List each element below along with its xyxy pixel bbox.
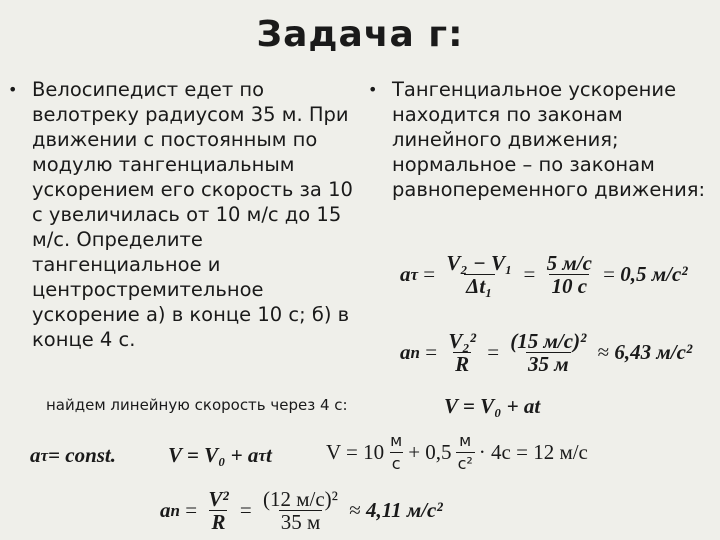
formula-text: t	[265, 443, 272, 467]
fraction-denominator: Δt₁	[466, 274, 493, 298]
formula-const-acceleration	[30, 443, 116, 468]
fraction	[388, 430, 404, 475]
formula-velocity-tau	[168, 443, 272, 468]
formula-text: V = V₀ + at	[444, 394, 541, 418]
fraction	[456, 430, 475, 475]
fraction-numerator: V²	[208, 487, 229, 511]
fraction-numerator: V₂ − V₁	[446, 251, 513, 275]
formula-normal-acceleration: a n = $\frac{\text{V₂²}}{R}$ = $\frac{\text{(15 м/с)²}}{35 м}$ ≈ 6,43 м/с²	[400, 329, 693, 376]
formula-symbol: a	[30, 443, 41, 467]
formula-velocity-law	[444, 394, 540, 419]
fraction	[545, 252, 594, 297]
formula-subscript: n	[410, 342, 420, 362]
formula-text: V = V₀ + a	[168, 443, 259, 467]
formula-subscript: τ	[40, 445, 49, 465]
bullet-icon: •	[8, 80, 18, 99]
fraction-denominator: с	[391, 454, 401, 473]
fraction-numerator: (12 м/с)²	[262, 487, 338, 511]
formula-symbol: a	[400, 340, 411, 364]
formula-text: · 4с = 12 м/с	[478, 440, 588, 464]
fraction-numerator: м	[459, 431, 472, 450]
formula-text: + 0,5	[408, 440, 452, 464]
task-text-block	[8, 77, 358, 352]
fraction-denominator: 10 с	[551, 274, 588, 298]
formula-symbol: a	[160, 498, 171, 522]
fraction	[444, 252, 514, 297]
solution-statement: Тангенциальное ускорение находится по законам линейного движения; нормальное – по законам равнопеременного движения:	[392, 78, 706, 201]
fraction	[446, 330, 478, 375]
fraction	[261, 488, 340, 533]
solution-text-block	[368, 77, 713, 202]
fraction-denominator: с²	[457, 454, 473, 473]
bullet-icon: •	[368, 80, 378, 99]
fraction-denominator: 35 м	[280, 510, 321, 534]
formula-normal-acceleration-4s: a n = $\frac{\text{V²}}{R}$ = $\frac{\text{(12 м/с)²}}{35 м}$ ≈ 4,11 м/с²	[160, 487, 443, 534]
formula-symbol: a	[400, 262, 411, 286]
linear-speed-note	[46, 396, 348, 414]
formula-result: 0,5 м/с²	[620, 262, 688, 286]
formula-result: 6,43 м/с²	[614, 340, 693, 364]
formula-text: V = 10	[326, 440, 385, 464]
formula-velocity-calc	[326, 430, 588, 475]
formula-tangential-acceleration: a τ = $\frac{\text{V₂ − V₁}}{\text{Δt₁}}$ = $\frac{5 м/с}{10 с}$ = 0,5 м/с²	[400, 251, 688, 298]
formula-result: 4,11 м/с²	[365, 498, 443, 522]
fraction-numerator: 5 м/с	[546, 251, 592, 275]
task-statement: Велосипедист едет по велотреку радиусом 35 м. При движении с постоянным по модулю тангенциальным ускорением его скорость за 10 с увеличилась от 10 м/с до 15 м/с. Определите тангенциальное и центростремительное ускорение а) в конце 10 с; б) в конце 4 с.	[32, 78, 353, 351]
note-text: найдем линейную скорость через 4 с:	[46, 396, 348, 414]
slide-title: Задача г:	[256, 14, 464, 55]
formula-subscript: τ	[410, 264, 419, 284]
fraction-numerator: м	[390, 431, 403, 450]
fraction-numerator: (15 м/с)²	[510, 329, 587, 353]
formula-text: = const.	[48, 443, 117, 467]
fraction	[206, 488, 230, 533]
fraction-denominator: R	[455, 352, 470, 376]
fraction-numerator: V₂²	[448, 329, 476, 353]
formula-subscript: τ	[258, 445, 266, 465]
fraction-denominator: R	[211, 510, 226, 534]
fraction-denominator: 35 м	[528, 352, 569, 376]
formula-subscript: n	[170, 500, 180, 520]
fraction	[508, 330, 588, 375]
